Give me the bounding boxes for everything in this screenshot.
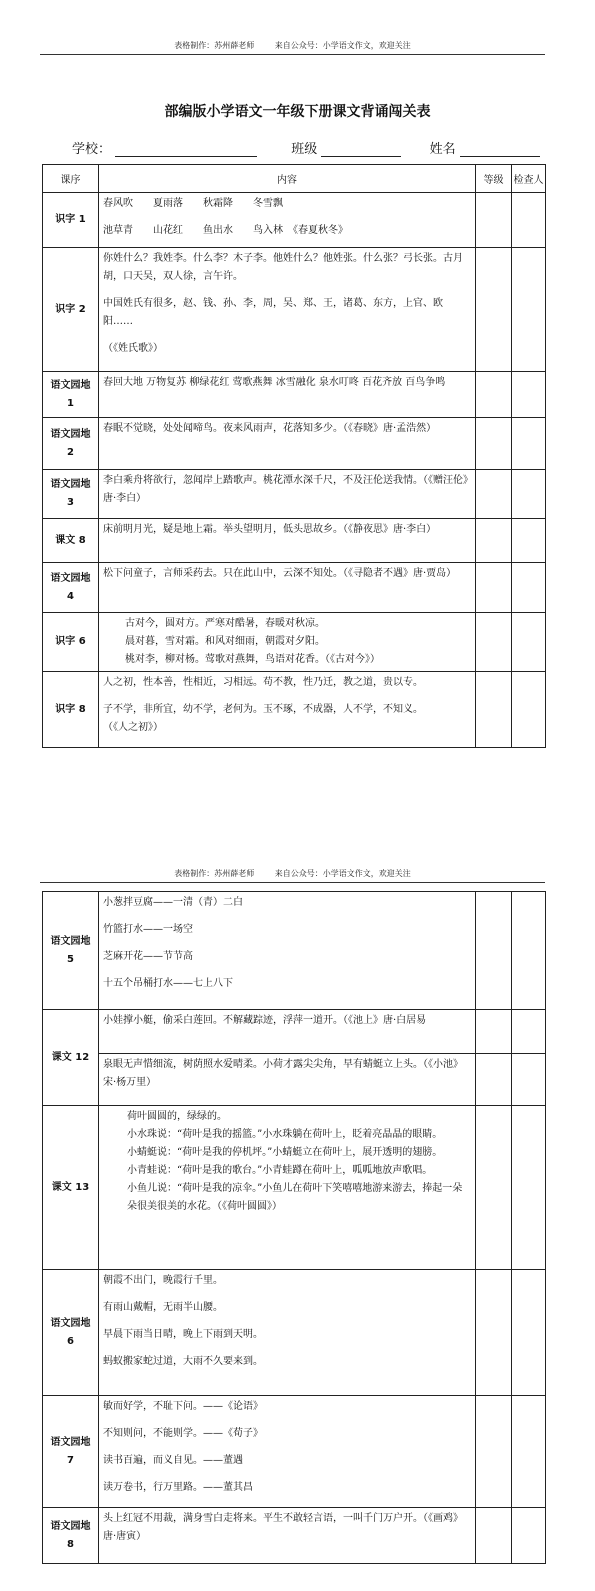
content-line: 小蜻蜓说：“荷叶是我的停机坪。”小蜻蜓立在荷叶上，展开透明的翅膀。 (127, 1147, 443, 1158)
checker-cell[interactable] (512, 193, 546, 248)
content-line: 竹篮打水——一场空 (103, 924, 193, 935)
checker-cell[interactable] (512, 1270, 546, 1396)
content-line: 十五个吊桶打水——七上八下 (103, 978, 233, 989)
grade-cell[interactable] (476, 418, 512, 470)
content-cell (99, 248, 476, 372)
content-line: 小娃撑小艇，偷采白莲回。不解藏踪迹，浮萍一道开。（《池上》唐·白居易 (103, 1015, 427, 1026)
lesson-cell: 识字 2 (43, 248, 99, 372)
content-cell (99, 672, 476, 748)
col-grade: 等级 (476, 165, 512, 193)
content-line: 蚂蚁搬家蛇过道，大雨不久要来到。 (103, 1356, 263, 1367)
checker-cell[interactable] (512, 418, 546, 470)
grade-cell[interactable] (476, 1010, 512, 1054)
content-line: 子不学，非所宜，幼不学，老何为。玉不琢，不成器，人不学，不知义。 (103, 704, 423, 715)
lesson-cell: 识字 8 (43, 672, 99, 748)
header-note (40, 40, 545, 55)
content-line: 头上红冠不用裁，满身雪白走将来。平生不敢轻言语，一叫千门万户开。（《画鸡》唐·唐寅） (103, 1513, 463, 1542)
content-cell (99, 892, 476, 1010)
table-row (43, 248, 546, 372)
content-line: 有雨山戴帽，无雨半山腰。 (103, 1302, 223, 1313)
lesson-cell: 语文园地 8 (43, 1508, 99, 1564)
checker-cell[interactable] (512, 1106, 546, 1270)
table-row (43, 1508, 546, 1564)
table-header-row (43, 165, 546, 193)
checker-cell[interactable] (512, 672, 546, 748)
content-cell (99, 372, 476, 418)
content-line: 春风吹 夏雨落 秋霜降 冬雪飘 (103, 198, 283, 209)
table-row (43, 1010, 546, 1054)
lesson-cell: 课文 8 (43, 519, 99, 563)
lesson-cell: 识字 1 (43, 193, 99, 248)
content-line: 桃对李，柳对杨。莺歌对燕舞，鸟语对花香。（《古对今》） (125, 654, 380, 665)
checker-cell[interactable] (512, 519, 546, 563)
content-line: 床前明月光，疑是地上霜。举头望明月，低头思故乡。（《静夜思》唐·李白） (103, 524, 437, 535)
lesson-cell: 识字 6 (43, 613, 99, 672)
content-line: 读万卷书，行万里路。——董其昌 (103, 1482, 253, 1493)
col-lesson: 课序 (43, 165, 99, 193)
table-row (43, 519, 546, 563)
content-cell (99, 1010, 476, 1054)
table-row (43, 892, 546, 1010)
checker-cell[interactable] (512, 1054, 546, 1106)
header-maker: 表格制作：苏州薛老师 (174, 869, 255, 878)
grade-cell[interactable] (476, 470, 512, 519)
content-cell (99, 1508, 476, 1564)
checker-cell[interactable] (512, 470, 546, 519)
content-line: 中国姓氏有很多，赵、钱、孙、李，周，吴、郑、王，诸葛、东方，上官、欧阳…… (103, 298, 443, 327)
content-cell (99, 1270, 476, 1396)
lesson-cell: 语文园地 2 (43, 418, 99, 470)
content-line: 早晨下雨当日晴，晚上下雨到天明。 (103, 1329, 263, 1340)
content-line: 小青蛙说：“荷叶是我的歌台。”小青蛙蹲在荷叶上，呱呱地放声歌唱。 (127, 1165, 433, 1176)
table-row (43, 1396, 546, 1508)
grade-cell[interactable] (476, 519, 512, 563)
content-line: （《人之初》） (103, 722, 163, 733)
checker-cell[interactable] (512, 1010, 546, 1054)
table-row (43, 418, 546, 470)
table-row (43, 1106, 546, 1270)
info-line (72, 138, 540, 157)
checker-cell[interactable] (512, 1508, 546, 1564)
lesson-cell: 语文园地 4 (43, 563, 99, 613)
checker-cell[interactable] (512, 248, 546, 372)
name-blank[interactable] (460, 142, 540, 157)
grade-cell[interactable] (476, 1054, 512, 1106)
table-row (43, 563, 546, 613)
lesson-cell: 语文园地 7 (43, 1396, 99, 1508)
header-note (40, 868, 545, 883)
recitation-table-1 (42, 164, 546, 748)
content-line: 朝霞不出门，晚霞行千里。 (103, 1275, 223, 1286)
checker-cell[interactable] (512, 613, 546, 672)
content-line: （《姓氏歌》） (103, 343, 163, 354)
content-line: 泉眼无声惜细流，树荫照水爱晴柔。小荷才露尖尖角，早有蜻蜓立上头。（《小池》宋·杨万里） (103, 1059, 463, 1088)
content-cell (99, 1396, 476, 1508)
grade-cell[interactable] (476, 1270, 512, 1396)
content-line: 敏而好学，不耻下问。——《论语》 (103, 1401, 263, 1412)
table-row (43, 613, 546, 672)
content-line: 人之初，性本善，性相近，习相远。苟不教，性乃迁，教之道，贵以专。 (103, 677, 423, 688)
table-row (43, 1054, 546, 1106)
content-line: 小葱拌豆腐——一清（青）二白 (103, 897, 243, 908)
content-cell (99, 519, 476, 563)
recitation-table-2 (42, 891, 546, 1564)
grade-cell[interactable] (476, 672, 512, 748)
col-checker: 检查人 (512, 165, 546, 193)
class-blank[interactable] (321, 142, 401, 157)
content-line: 池草青 山花红 鱼出水 鸟入林 《春夏秋冬》 (103, 225, 348, 236)
content-cell (99, 193, 476, 248)
content-line: 小水珠说：“荷叶是我的摇篮。”小水珠躺在荷叶上，眨着亮晶晶的眼睛。 (127, 1129, 443, 1140)
checker-cell[interactable] (512, 892, 546, 1010)
lesson-cell: 语文园地 6 (43, 1270, 99, 1396)
grade-cell[interactable] (476, 372, 512, 418)
page-1 (0, 0, 595, 790)
name-label: 姓名 (429, 142, 456, 157)
content-cell (99, 1054, 476, 1106)
content-cell (99, 613, 476, 672)
grade-cell[interactable] (476, 613, 512, 672)
table-row (43, 672, 546, 748)
page-2 (0, 800, 595, 1591)
content-line: 春眠不觉晓，处处闻啼鸟。夜来风雨声，花落知多少。（《春晓》唐·孟浩然） (103, 423, 437, 434)
table-row (43, 193, 546, 248)
content-cell (99, 418, 476, 470)
content-line: 小鱼儿说：“荷叶是我的凉伞。”小鱼儿在荷叶下笑嘻嘻地游来游去，捧起一朵朵很美很美的水花。（《荷叶圆圆》） (127, 1183, 463, 1212)
content-line: 读书百遍，而义自见。——董遇 (103, 1455, 243, 1466)
table-row (43, 1270, 546, 1396)
grade-cell[interactable] (476, 1508, 512, 1564)
table-row (43, 470, 546, 519)
content-line: 李白乘舟将欲行，忽闻岸上踏歌声。桃花潭水深千尺，不及汪伦送我情。（《赠汪伦》唐·李白） (103, 475, 468, 504)
content-line: 荷叶圆圆的，绿绿的。 (127, 1111, 227, 1122)
class-label: 班级 (291, 142, 318, 157)
content-line: 你姓什么？我姓李。什么李？木子李。他姓什么？他姓张。什么张？弓长张。古月胡，口天吴，双人徐，言午许。 (103, 253, 463, 282)
grade-cell[interactable] (476, 248, 512, 372)
checker-cell[interactable] (512, 563, 546, 613)
school-label: 学校： (72, 142, 112, 157)
grade-cell[interactable] (476, 193, 512, 248)
school-blank[interactable] (115, 142, 257, 157)
content-cell (99, 563, 476, 613)
grade-cell[interactable] (476, 892, 512, 1010)
header-source: 来自公众号：小学语文作文，欢迎关注 (274, 41, 411, 50)
content-line: 松下问童子，言师采药去。只在此山中，云深不知处。（《寻隐者不遇》唐·贾岛） (103, 568, 457, 579)
page-title: 部编版小学语文一年级下册课文背诵闯关表 (164, 104, 431, 120)
grade-cell[interactable] (476, 1396, 512, 1508)
lesson-cell: 语文园地 1 (43, 372, 99, 418)
col-content: 内容 (99, 165, 476, 193)
checker-cell[interactable] (512, 372, 546, 418)
table-row (43, 372, 546, 418)
grade-cell[interactable] (476, 563, 512, 613)
content-line: 不知则问，不能则学。——《荀子》 (103, 1428, 263, 1439)
lesson-cell: 课文 13 (43, 1106, 99, 1270)
lesson-cell: 课文 12 (43, 1010, 99, 1106)
lesson-cell: 语文园地 3 (43, 470, 99, 519)
content-cell (99, 1106, 476, 1270)
header-source: 来自公众号：小学语文作文，欢迎关注 (274, 869, 411, 878)
lesson-cell: 语文园地 5 (43, 892, 99, 1010)
grade-cell[interactable] (476, 1106, 512, 1270)
content-line: 芝麻开花——节节高 (103, 951, 193, 962)
content-cell (99, 470, 476, 519)
content-line: 晨对暮，雪对霜。和风对细雨，朝霞对夕阳。 (125, 636, 325, 647)
content-line: 古对今，圆对方。严寒对酷暑，春暖对秋凉。 (125, 618, 325, 629)
header-maker: 表格制作：苏州薛老师 (174, 41, 255, 50)
checker-cell[interactable] (512, 1396, 546, 1508)
content-line: 春回大地 万物复苏 柳绿花红 莺歌燕舞 冰雪融化 泉水叮咚 百花齐放 百鸟争鸣 (103, 377, 446, 388)
